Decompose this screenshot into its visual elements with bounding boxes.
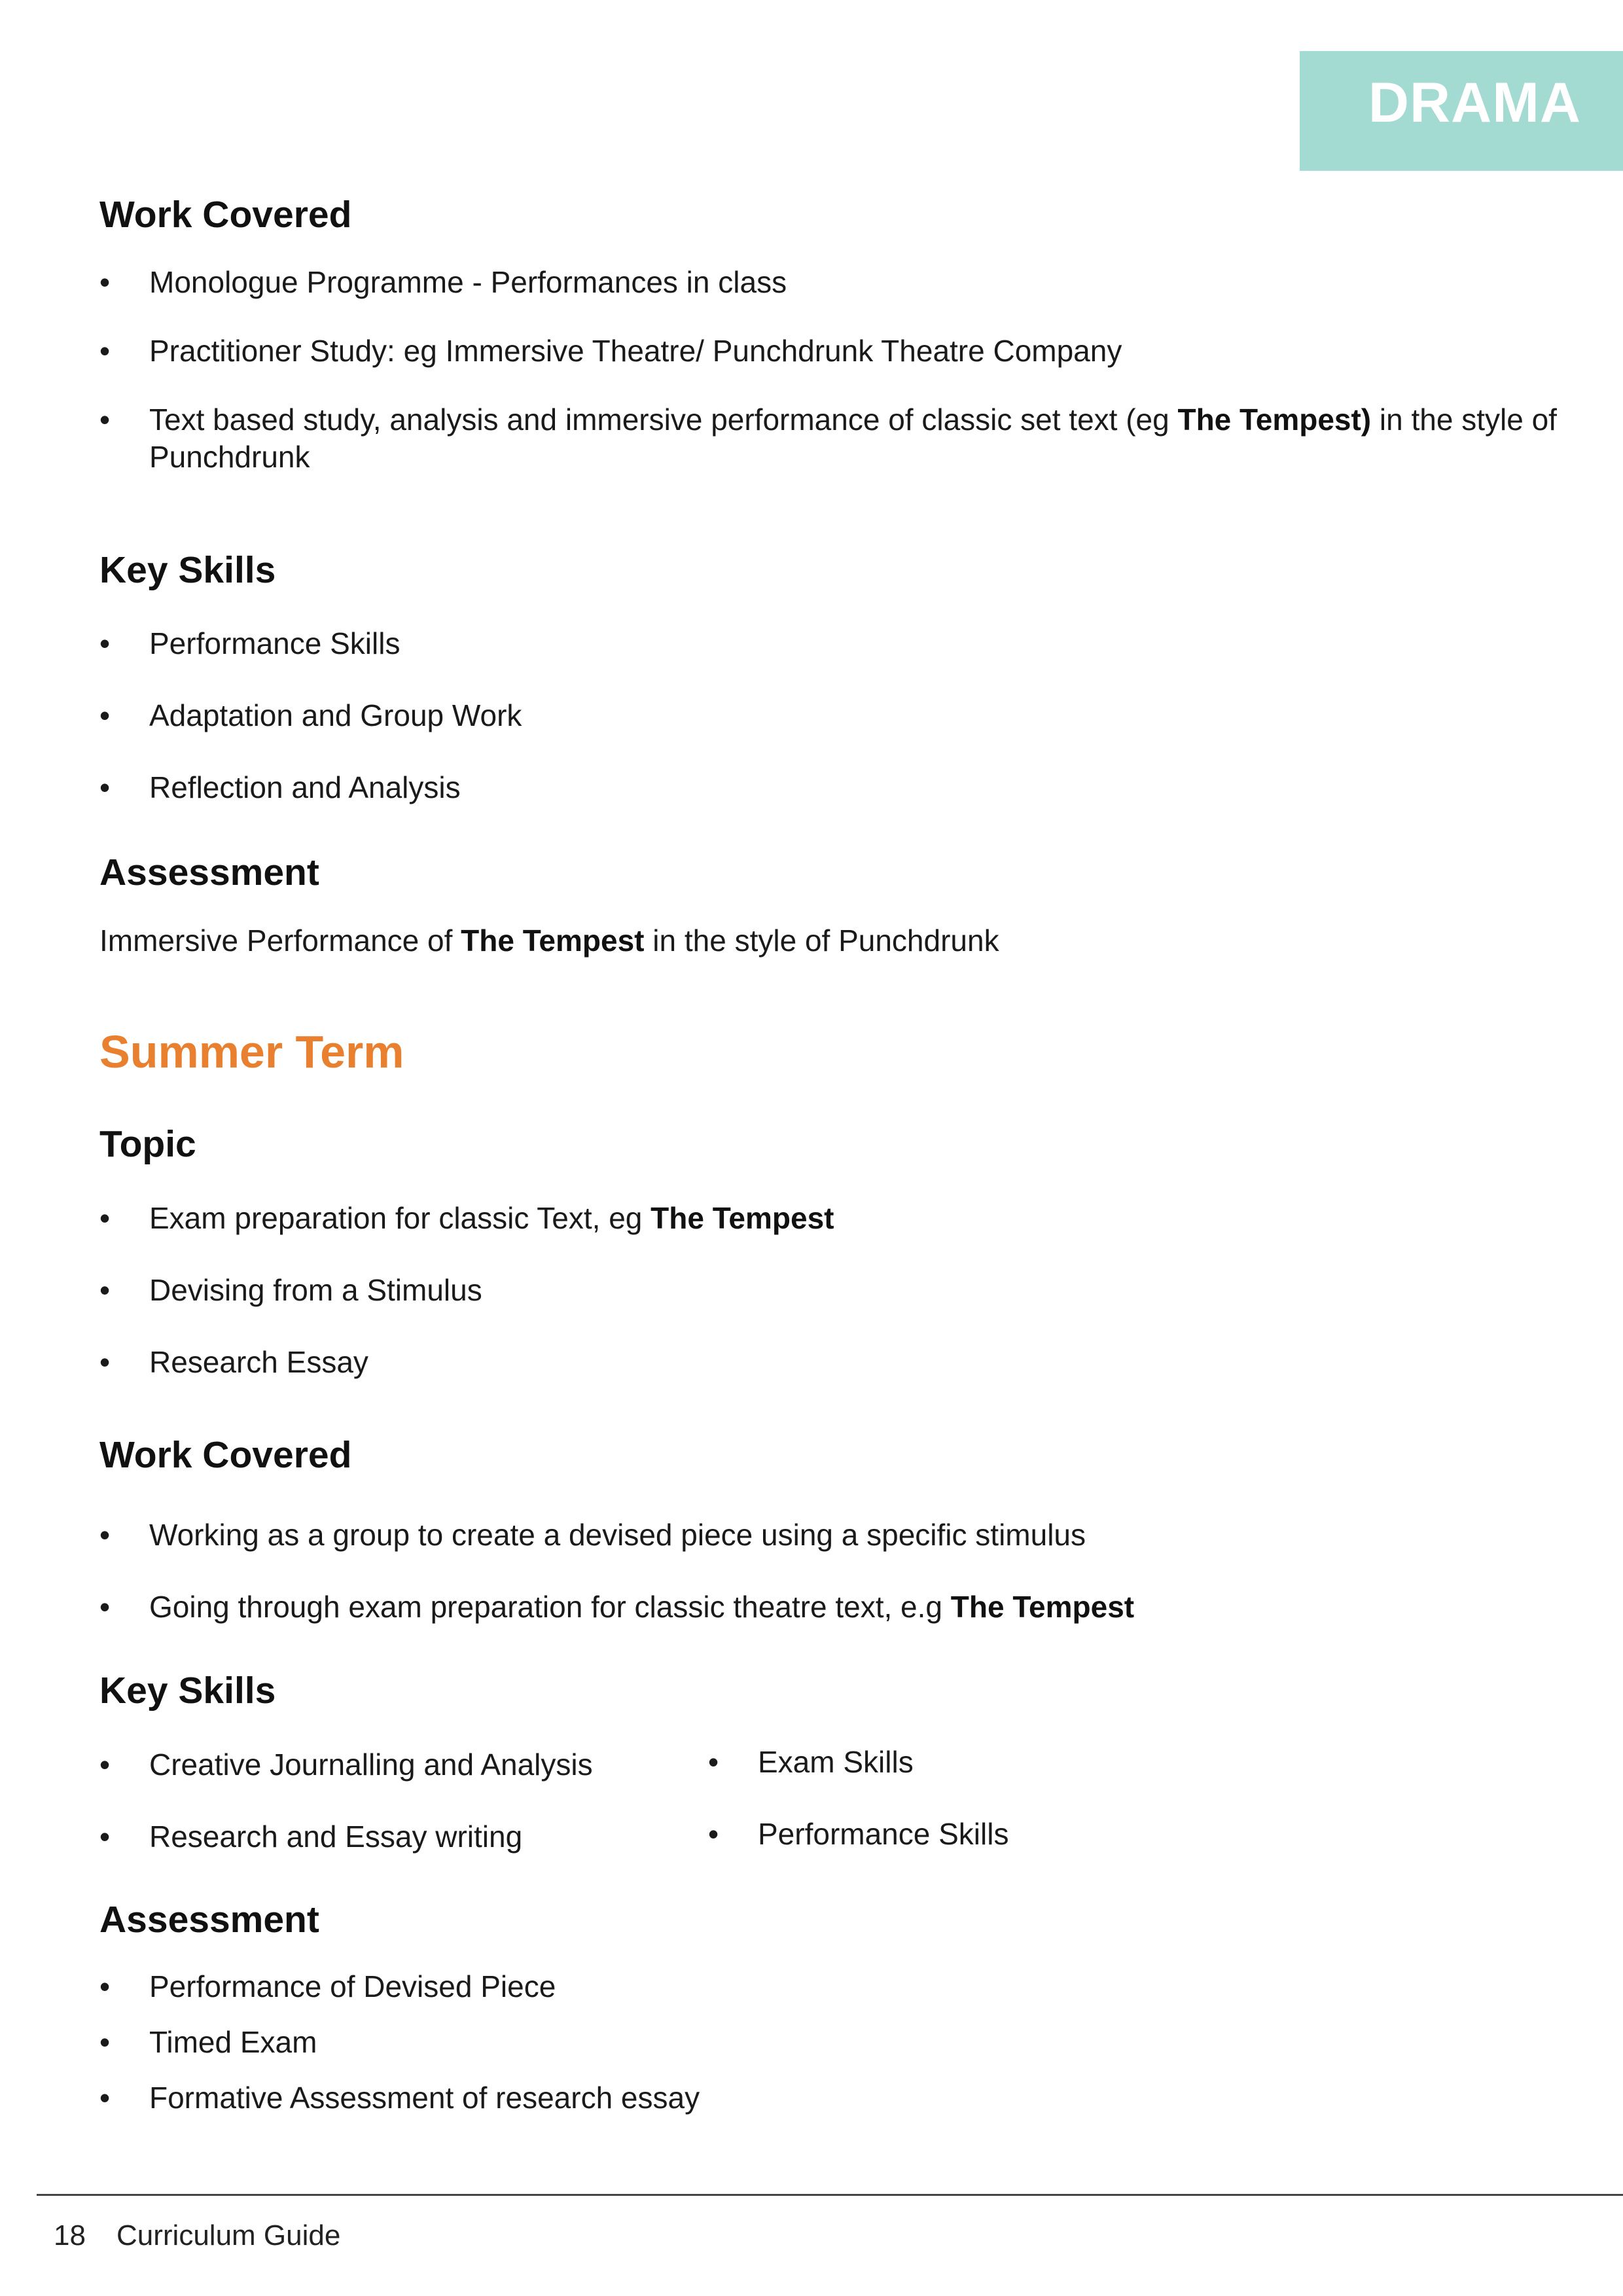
list-item-text: Research Essay [149,1345,368,1379]
list-item [99,1200,834,1237]
list-item-text: Working as a group to create a devised piece using a specific stimulus [149,1518,1086,1552]
subject-tag [1300,51,1623,171]
bullet: • [99,2081,111,2115]
list-item-text: Text based study, analysis and immersive performance of classic set text (eg The Tempest) in the style of Punchdrunk [149,403,1557,474]
set-text-title: The Tempest [950,1590,1135,1624]
list-item-text: Reflection and Analysis [149,770,461,804]
list-item-text: Devising from a Stimulus [149,1273,482,1307]
assessment-text: Immersive Performance of The Tempest in the style of Punchdrunk [99,924,999,958]
footer-divider [37,2194,1623,2196]
summer-work-covered-heading: Work Covered [99,1434,352,1476]
list-item-text: Monologue Programme - Performances in class [149,265,787,299]
list-item [99,697,522,734]
set-text-title: The Tempest [651,1201,834,1235]
set-text-title: The Tempest [461,924,645,958]
bullet: • [99,1969,111,2003]
bullet: • [99,403,111,437]
bullet: • [99,1590,111,1624]
bullet: • [99,626,111,660]
list-item [99,1818,522,1856]
list-item-text: Timed Exam [149,2025,317,2059]
bullet: • [99,265,111,299]
list-item [99,332,1122,370]
bullet: • [99,1518,111,1552]
list-item-text: Formative Assessment of research essay [149,2081,700,2115]
set-text-title: The Tempest) [1177,403,1372,437]
footer-title: Curriculum Guide [116,2219,341,2251]
bullet: • [99,770,111,804]
list-item-text: Exam Skills [758,1745,914,1779]
list-item-text: Performance Skills [149,626,401,660]
list-item [708,1744,914,1781]
list-item [99,1746,593,1784]
list-item [99,401,1598,476]
list-item [708,1816,1008,1853]
list-item-text: Practitioner Study: eg Immersive Theatre/ Punchdrunk Theatre Company [149,334,1122,368]
bullet: • [708,1817,719,1851]
bullet: • [99,1201,111,1235]
page-number: 18 [54,2219,86,2251]
summer-assessment-heading: Assessment [99,1899,319,1941]
bullet: • [99,1820,111,1854]
subject-tag-label: DRAMA [1368,71,1581,134]
key-skills-heading: Key Skills [99,549,276,591]
list-item-text: Adaptation and Group Work [149,698,522,732]
list-item [99,1588,1134,1626]
list-item [99,625,400,662]
list-item [99,2024,317,2061]
bullet: • [99,698,111,732]
list-item-text: Creative Journalling and Analysis [149,1748,593,1782]
list-item [99,2079,700,2117]
bullet: • [99,1748,111,1782]
bullet: • [99,334,111,368]
bullet: • [99,2025,111,2059]
summer-term-heading: Summer Term [99,1026,404,1077]
bullet: • [708,1745,719,1779]
list-item-text: Performance of Devised Piece [149,1969,556,2003]
list-item [99,1968,556,2005]
work-covered-heading: Work Covered [99,194,352,236]
summer-key-skills-heading: Key Skills [99,1670,276,1712]
topic-heading: Topic [99,1123,196,1165]
list-item [99,1344,368,1381]
list-item-text: Going through exam preparation for classic theatre text, e.g The Tempest [149,1590,1135,1624]
list-item [99,769,461,806]
list-item-text: Exam preparation for classic Text, eg The Tempest [149,1201,834,1235]
list-item-text: Research and Essay writing [149,1820,523,1854]
bullet: • [99,1273,111,1307]
assessment-heading: Assessment [99,852,319,893]
bullet: • [99,1345,111,1379]
list-item [99,264,787,301]
list-item-text: Performance Skills [758,1817,1009,1851]
list-item [99,1272,482,1309]
list-item [99,1516,1086,1554]
